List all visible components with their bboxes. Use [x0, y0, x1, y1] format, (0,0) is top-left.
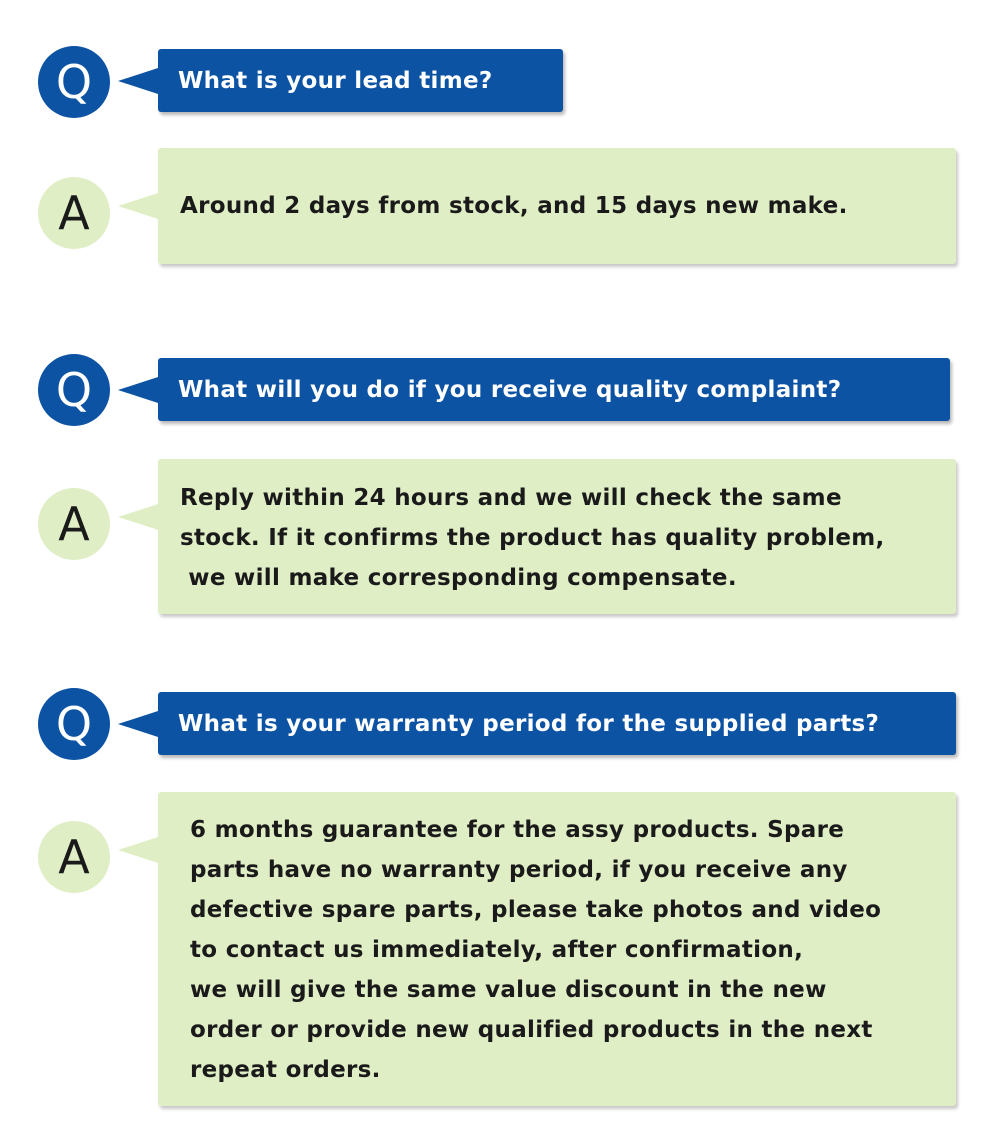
answer-3-line-3: defective spare parts, please take photos and video: [190, 897, 882, 923]
question-badge-1: Q: [38, 46, 110, 118]
answer-bubble-3: [158, 792, 956, 1106]
question-badge-3: Q: [38, 688, 110, 760]
answer-bubble-1: [158, 148, 956, 264]
answer-badge-3: A: [38, 821, 110, 893]
question-bubble-2: [158, 358, 950, 421]
question-badge-2: Q: [38, 354, 110, 426]
answer-1-line-1: Around 2 days from stock, and 15 days new make.: [180, 193, 848, 219]
question-text-1: What is your lead time?: [178, 67, 493, 94]
answer-3-line-2: parts have no warranty period, if you receive any: [190, 857, 848, 883]
answer-3-line-4: to contact us immediately, after confirmation,: [190, 937, 804, 963]
answer-3-line-6: order or provide new qualified products in the next: [190, 1017, 873, 1043]
answer-3-line-7: repeat orders.: [190, 1057, 381, 1083]
question-text-2: What will you do if you receive quality complaint?: [178, 376, 842, 403]
question-bubble-3: [158, 692, 956, 755]
answer-badge-2: A: [38, 488, 110, 560]
question-text-3: What is your warranty period for the supplied parts?: [178, 710, 880, 737]
answer-2-line-3: we will make corresponding compensate.: [180, 565, 737, 591]
answer-bubble-2: [158, 459, 956, 614]
answer-badge-1: A: [38, 177, 110, 249]
answer-2-line-1: Reply within 24 hours and we will check the same: [180, 485, 842, 511]
answer-3-line-1: 6 months guarantee for the assy products. Spare: [190, 817, 845, 843]
question-bubble-1: [158, 49, 563, 112]
answer-3-line-5: we will give the same value discount in the new: [190, 977, 827, 1003]
answer-2-line-2: stock. If it confirms the product has quality problem,: [180, 525, 885, 551]
